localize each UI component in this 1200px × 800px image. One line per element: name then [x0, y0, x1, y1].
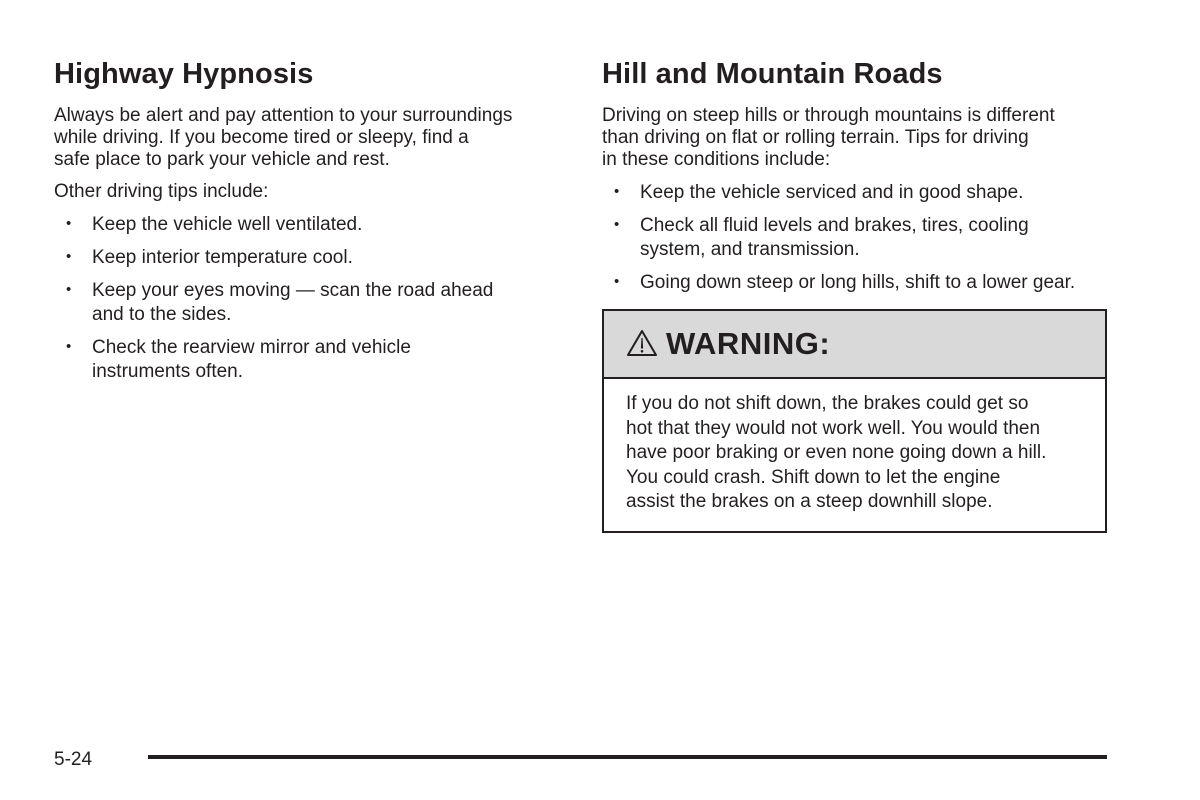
paragraph: Driving on steep hills or through mountains is different than driving on flat or rolling terrain. Tips for driving in these conditions include: [602, 105, 1055, 170]
list-item [602, 214, 1107, 262]
footer-divider [148, 755, 1107, 759]
warning-text: If you do not shift down, the brakes could get so hot that they would not work well. You would then have poor braking or even none going down a hill. You could crash. Shift down to let the engine assist the brakes on a steep downhill slope. [626, 393, 1047, 512]
section-highway-hypnosis [54, 56, 554, 393]
bullet-icon: • [614, 183, 620, 200]
list-item-text: Keep your eyes moving — scan the road ahead and to the sides. [92, 280, 494, 325]
list-item [54, 336, 554, 384]
bullet-icon: • [66, 281, 72, 298]
warning-header [604, 311, 1105, 379]
section-hill-mountain-roads [602, 56, 1107, 533]
list-item [602, 271, 1107, 295]
paragraph: Other driving tips include: [54, 181, 269, 202]
list-item-text: Keep the vehicle well ventilated. [92, 214, 363, 235]
bullet-icon: • [66, 215, 72, 232]
paragraph: Always be alert and pay attention to your surroundings while driving. If you become tired or sleepy, find a safe place to park your vehicle and rest. [54, 105, 513, 170]
bullet-list [602, 181, 1107, 295]
list-item-text: Keep the vehicle serviced and in good shape. [640, 182, 1024, 203]
list-item-text: Check the rearview mirror and vehicle instruments often. [92, 337, 411, 382]
bullet-icon: • [66, 248, 72, 265]
bullet-list [54, 213, 554, 384]
bullet-icon: • [614, 273, 620, 290]
list-item-text: Going down steep or long hills, shift to a lower gear. [640, 272, 1076, 293]
bullet-icon: • [614, 216, 620, 233]
list-item [54, 213, 554, 237]
warning-title: WARNING: [666, 326, 831, 361]
heading-hill-mountain-roads: Hill and Mountain Roads [602, 58, 943, 90]
list-item [54, 279, 554, 327]
list-item [54, 246, 554, 270]
warning-triangle-icon [626, 329, 658, 357]
warning-box [602, 309, 1107, 533]
list-item-text: Check all fluid levels and brakes, tires, cooling system, and transmission. [640, 215, 1029, 260]
list-item [602, 181, 1107, 205]
list-item-text: Keep interior temperature cool. [92, 247, 353, 268]
heading-highway-hypnosis: Highway Hypnosis [54, 58, 314, 90]
page-number: 5-24 [54, 749, 93, 770]
bullet-icon: • [66, 338, 72, 355]
